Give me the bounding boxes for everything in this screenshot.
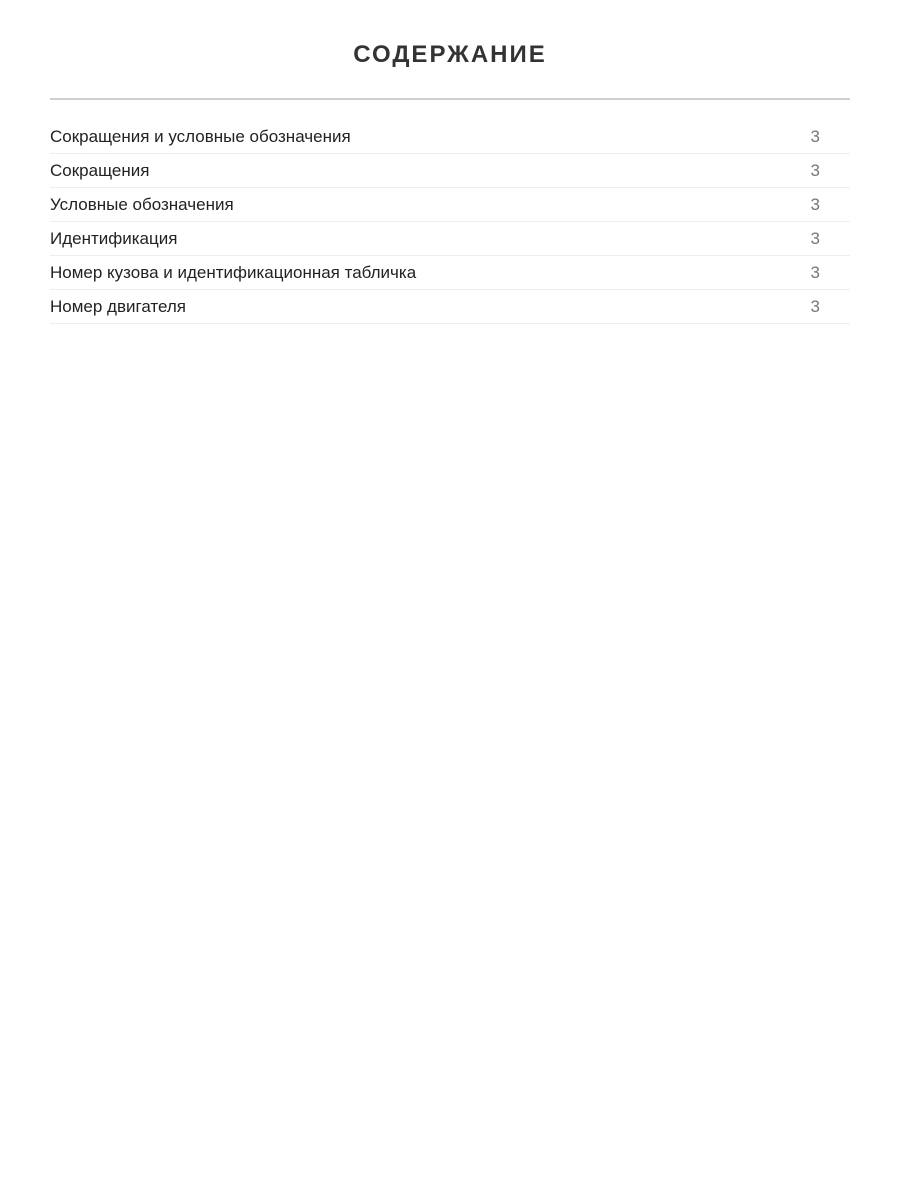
toc-entry-abbreviations[interactable] [50, 154, 850, 188]
toc-entry-page-number: 3 [810, 263, 820, 282]
toc-entry-label: Сокращения и условные обозначения [50, 127, 351, 146]
toc-entry-label: Номер двигателя [50, 297, 187, 316]
title-divider [50, 98, 850, 100]
toc-title: СОДЕРЖАНИЕ [353, 41, 547, 68]
toc-entry-page-number: 3 [810, 195, 820, 214]
toc-entry-label: Идентификация [50, 229, 178, 248]
toc-entry-body-number-and-plate[interactable] [50, 256, 850, 290]
toc-entry-page-number: 3 [810, 297, 820, 316]
toc-entry-page-number: 3 [810, 161, 820, 180]
toc-entry-page-number: 3 [810, 127, 820, 146]
toc-entry-label: Номер кузова и идентификационная табличка [50, 263, 417, 282]
toc-entry-symbols[interactable] [50, 188, 850, 222]
toc-entry-label: Условные обозначения [50, 195, 234, 214]
toc-entry-identification[interactable] [50, 222, 850, 256]
toc-entry-page-number: 3 [810, 229, 820, 248]
toc-entry-engine-number[interactable] [50, 290, 850, 324]
toc-entry-label: Сокращения [50, 161, 150, 180]
toc-list [50, 120, 850, 324]
toc-entry-abbreviations-and-symbols[interactable] [50, 120, 850, 154]
